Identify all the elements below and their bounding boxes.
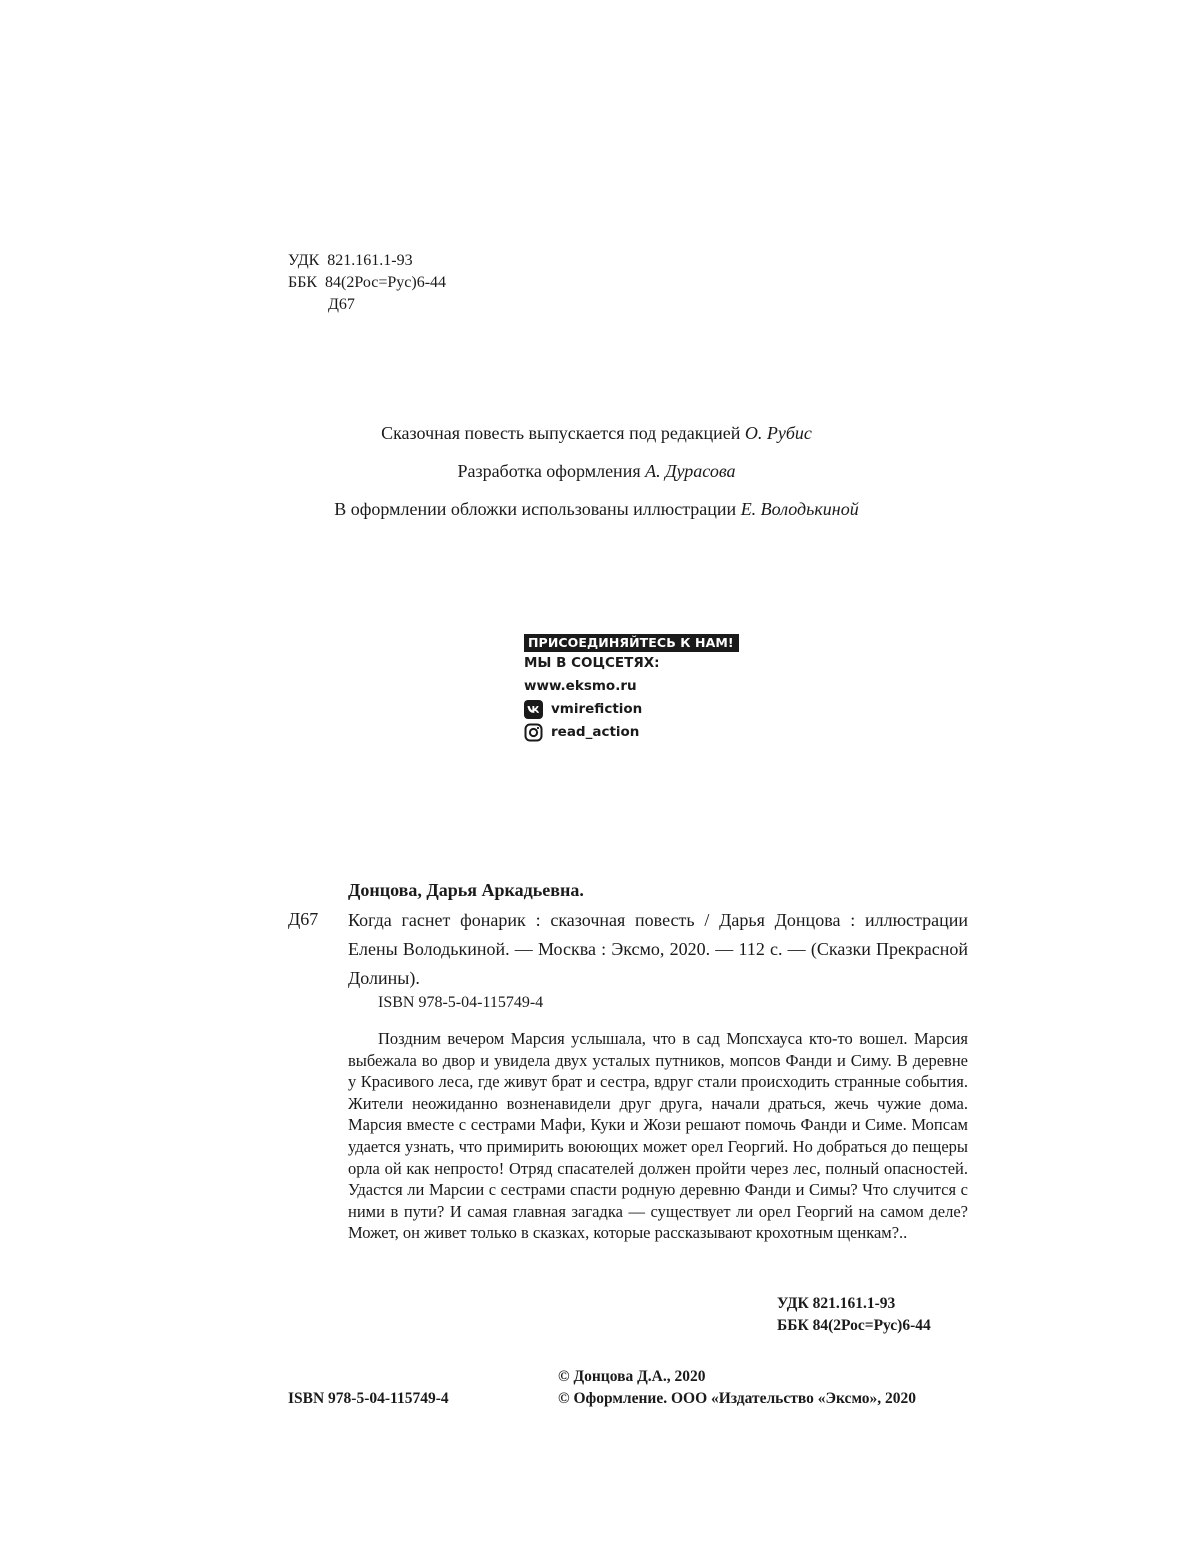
udk-row: [288, 250, 446, 272]
catalog-code: Д67: [288, 909, 319, 929]
credit-editor-text: Сказочная повесть выпускается под редакцией: [381, 423, 745, 443]
social-block: [524, 632, 739, 744]
credit-editor-name: О. Рубис: [744, 423, 812, 443]
social-banner: ПРИСОЕДИНЯЙТЕСЬ К НАМ!: [524, 634, 739, 652]
copyright-author: © Донцова Д.А., 2020: [558, 1368, 706, 1385]
vk-icon: [524, 700, 543, 719]
copyright-design: © Оформление. ООО «Издательство «Эксмо», 2020: [558, 1390, 917, 1407]
bbk-row: [288, 272, 446, 294]
credit-illustrations-name: Е. Володькиной: [740, 499, 859, 519]
credit-design-name: А. Дурасова: [645, 461, 736, 481]
bbk-value: 84(2Рос=Рус)6-44: [325, 274, 447, 291]
author-sign: Д67: [328, 296, 355, 313]
instagram-handle: read_action: [551, 724, 640, 740]
footer-isbn: ISBN 978-5-04-115749-4: [288, 1390, 449, 1407]
catalog-author: Донцова, Дарья Аркадьевна.: [348, 880, 584, 900]
vk-row[interactable]: [524, 698, 739, 721]
credit-design-text: Разработка оформления: [457, 461, 646, 481]
credit-illustrations: [0, 496, 1193, 534]
website-link[interactable]: www.eksmo.ru: [524, 678, 637, 694]
udk-label: УДК: [288, 252, 320, 269]
credit-editor: [0, 420, 1193, 458]
bbk-label: ББК: [288, 274, 318, 291]
credits-block: [0, 420, 1193, 534]
catalog-classification: [777, 1293, 931, 1337]
udk-value: 821.161.1-93: [327, 252, 413, 269]
credit-illustrations-text: В оформлении обложки использованы иллюстрации: [334, 499, 741, 519]
credit-design: [0, 458, 1193, 496]
catalog-udk: УДК 821.161.1-93: [777, 1295, 896, 1312]
catalog-annotation: Поздним вечером Марсия услышала, что в сад Мопсхауса кто-то вошел. Марсия выбежала во двор и увидела двух усталых путников, мопсов Фанди и Симу. В деревне у Красивого леса, где живут брат и сестра, вдруг стали происходить странные события. Жители неожиданно возненавидели друг друга, начали драться, жечь чужие дома. Марсия вместе с сестрами Мафи, Куки и Жози решают помочь Фанди и Симе. Мопсам удается узнать, что примирить воюющих может орел Георгий. Но добраться до пещеры орла ой как непросто! Отряд спасателей должен пройти через лес, полный опасностей. Удастся ли Марсии с сестрами спасти родную деревню Фанди и Симы? Что случится с ними в пути? И самая главная загадка — существует ли орел Георгий на самом деле? Может, он живет только в сказках, которые рассказывают крохотным щенкам?..: [348, 1029, 968, 1243]
vk-handle: vmirefiction: [551, 701, 643, 717]
social-subtitle: МЫ В СОЦСЕТЯХ:: [524, 655, 660, 671]
catalog-bbk: ББК 84(2Рос=Рус)6-44: [777, 1317, 931, 1334]
instagram-row[interactable]: [524, 721, 739, 744]
instagram-icon: [524, 723, 543, 742]
catalog-isbn: ISBN 978-5-04-115749-4: [378, 994, 544, 1011]
catalog-description: Когда гаснет фонарик : сказочная повесть / Дарья Донцова : иллюстрации Елены Володькиной. — Москва : Эксмо, 2020. — 112 с. — (Сказки Прекрасной Долины).: [348, 910, 968, 988]
copyright-block: [558, 1366, 916, 1410]
classification-block: [288, 250, 446, 316]
